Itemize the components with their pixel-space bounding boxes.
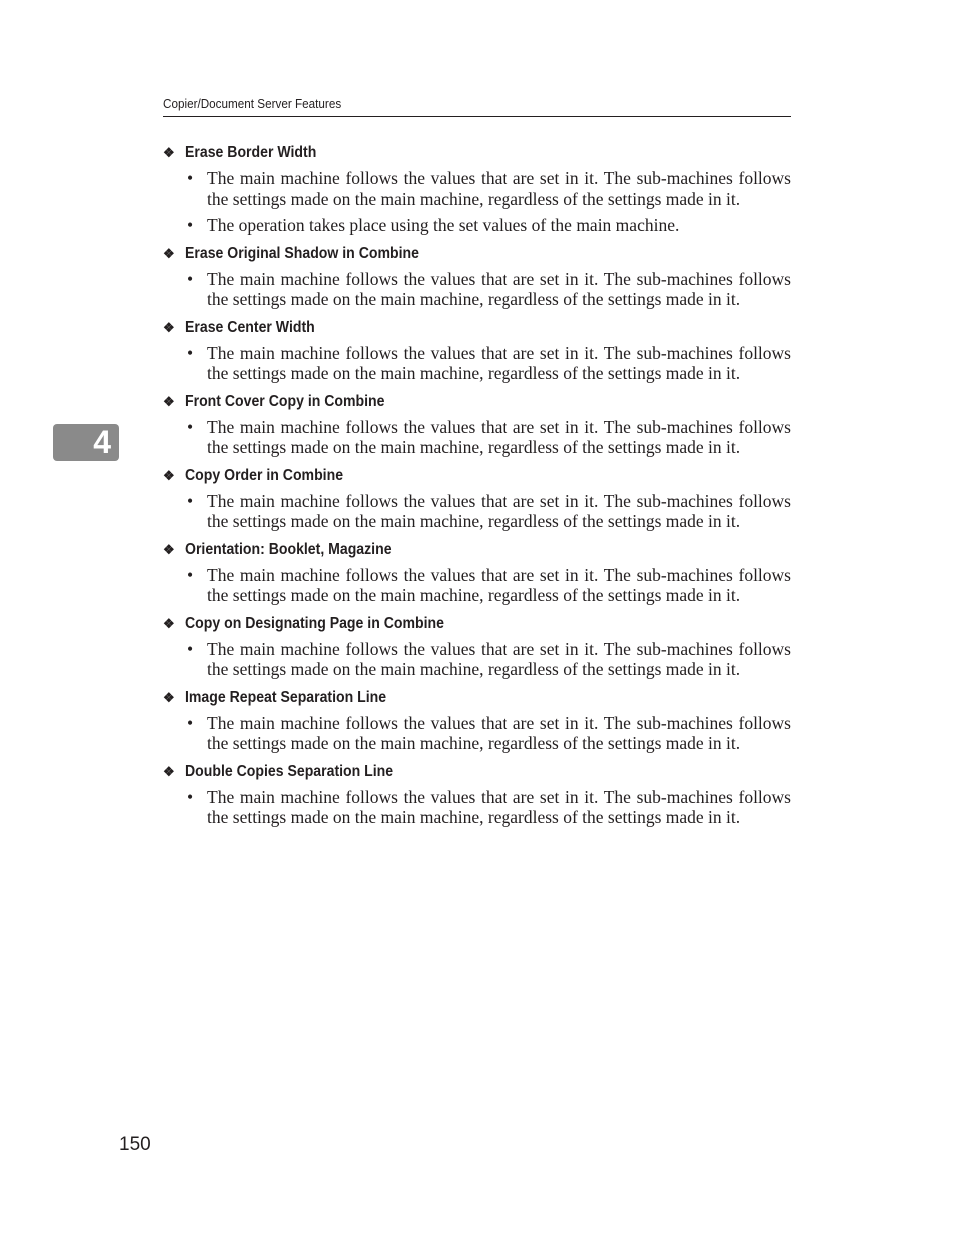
list-item — [163, 215, 791, 236]
bullet-dot-icon: • — [187, 638, 194, 659]
diamond-bullet-icon: ❖ — [163, 145, 175, 160]
page-number: 150 — [119, 1134, 151, 1155]
section-heading — [163, 538, 791, 562]
bullet-list — [163, 168, 791, 236]
list-item-text: The main machine follows the values that are set in it. The sub-machines follows the settings made on the main machine, regardless of the settings made in it. — [207, 268, 791, 309]
section-heading — [163, 316, 791, 340]
bullet-dot-icon: • — [187, 490, 194, 511]
section-heading — [163, 242, 791, 266]
bullet-dot-icon: • — [187, 168, 194, 188]
section — [163, 464, 791, 532]
diamond-bullet-icon: ❖ — [163, 689, 175, 705]
list-item-text: The operation takes place using the set values of the main machine. — [207, 215, 680, 235]
bullet-list — [163, 713, 791, 754]
bullet-dot-icon: • — [187, 215, 194, 235]
bullet-list — [163, 417, 791, 458]
page-content — [163, 141, 791, 834]
section-title: Erase Center Width — [185, 318, 315, 336]
section-title: Orientation: Booklet, Magazine — [185, 540, 392, 558]
section-title: Front Cover Copy in Combine — [185, 392, 385, 410]
diamond-bullet-icon: ❖ — [163, 319, 175, 335]
bullet-list — [163, 269, 791, 310]
bullet-dot-icon: • — [187, 268, 194, 289]
bullet-list — [163, 343, 791, 384]
section — [163, 612, 791, 680]
list-item-text: The main machine follows the values that are set in it. The sub-machines follows the settings made on the main machine, regardless of the settings made in it. — [207, 712, 791, 753]
section — [163, 538, 791, 606]
section — [163, 141, 791, 236]
diamond-bullet-icon: ❖ — [163, 615, 175, 631]
section-title: Erase Border Width — [185, 144, 317, 161]
list-item — [163, 491, 791, 532]
list-item-text: The main machine follows the values that are set in it. The sub-machines follows the settings made on the main machine, regardless of the settings made in it. — [207, 490, 791, 531]
list-item — [163, 269, 791, 310]
section-title: Copy Order in Combine — [185, 466, 344, 484]
list-item — [163, 565, 791, 606]
section-title: Erase Original Shadow in Combine — [185, 244, 419, 262]
bullet-list — [163, 787, 791, 828]
list-item — [163, 639, 791, 680]
diamond-bullet-icon: ❖ — [163, 541, 175, 557]
section-heading — [163, 464, 791, 488]
list-item-text: The main machine follows the values that are set in it. The sub-machines follows the settings made on the main machine, regardless of the settings made in it. — [207, 786, 791, 827]
diamond-bullet-icon: ❖ — [163, 393, 175, 409]
diamond-bullet-icon: ❖ — [163, 763, 175, 779]
bullet-dot-icon: • — [187, 786, 194, 807]
list-item — [163, 168, 791, 209]
section-title: Copy on Designating Page in Combine — [185, 614, 444, 632]
bullet-list — [163, 565, 791, 606]
bullet-dot-icon: • — [187, 712, 194, 733]
list-item-text: The main machine follows the values that are set in it. The sub-machines follows the settings made on the main machine, regardless of the settings made in it. — [207, 342, 791, 383]
list-item-text: The main machine follows the values that are set in it. The sub-machines follows the settings made on the main machine, regardless of the settings made in it. — [207, 564, 791, 605]
section-heading — [163, 612, 791, 636]
section-heading — [163, 390, 791, 414]
section-title: Image Repeat Separation Line — [185, 688, 387, 706]
section-heading — [163, 760, 791, 784]
running-header-title: Copier/Document Server Features — [163, 96, 342, 111]
section-heading — [163, 686, 791, 710]
bullet-list — [163, 491, 791, 532]
section — [163, 760, 791, 828]
section-heading — [163, 141, 791, 165]
list-item — [163, 343, 791, 384]
section-title: Double Copies Separation Line — [185, 762, 394, 780]
bullet-list — [163, 639, 791, 680]
list-item-text: The main machine follows the values that are set in it. The sub-machines follows the settings made on the main machine, regardless of the settings made in it. — [207, 168, 791, 209]
diamond-bullet-icon: ❖ — [163, 467, 175, 483]
bullet-dot-icon: • — [187, 416, 194, 437]
list-item-text: The main machine follows the values that are set in it. The sub-machines follows the settings made on the main machine, regardless of the settings made in it. — [207, 638, 791, 679]
diamond-bullet-icon: ❖ — [163, 245, 175, 261]
running-header — [163, 96, 791, 117]
bullet-dot-icon: • — [187, 342, 194, 363]
list-item-text: The main machine follows the values that are set in it. The sub-machines follows the settings made on the main machine, regardless of the settings made in it. — [207, 416, 791, 457]
chapter-tab: 4 — [53, 424, 119, 461]
section — [163, 390, 791, 458]
section — [163, 686, 791, 754]
bullet-dot-icon: • — [187, 564, 194, 585]
list-item — [163, 787, 791, 828]
list-item — [163, 417, 791, 458]
section — [163, 242, 791, 310]
list-item — [163, 713, 791, 754]
section — [163, 316, 791, 384]
